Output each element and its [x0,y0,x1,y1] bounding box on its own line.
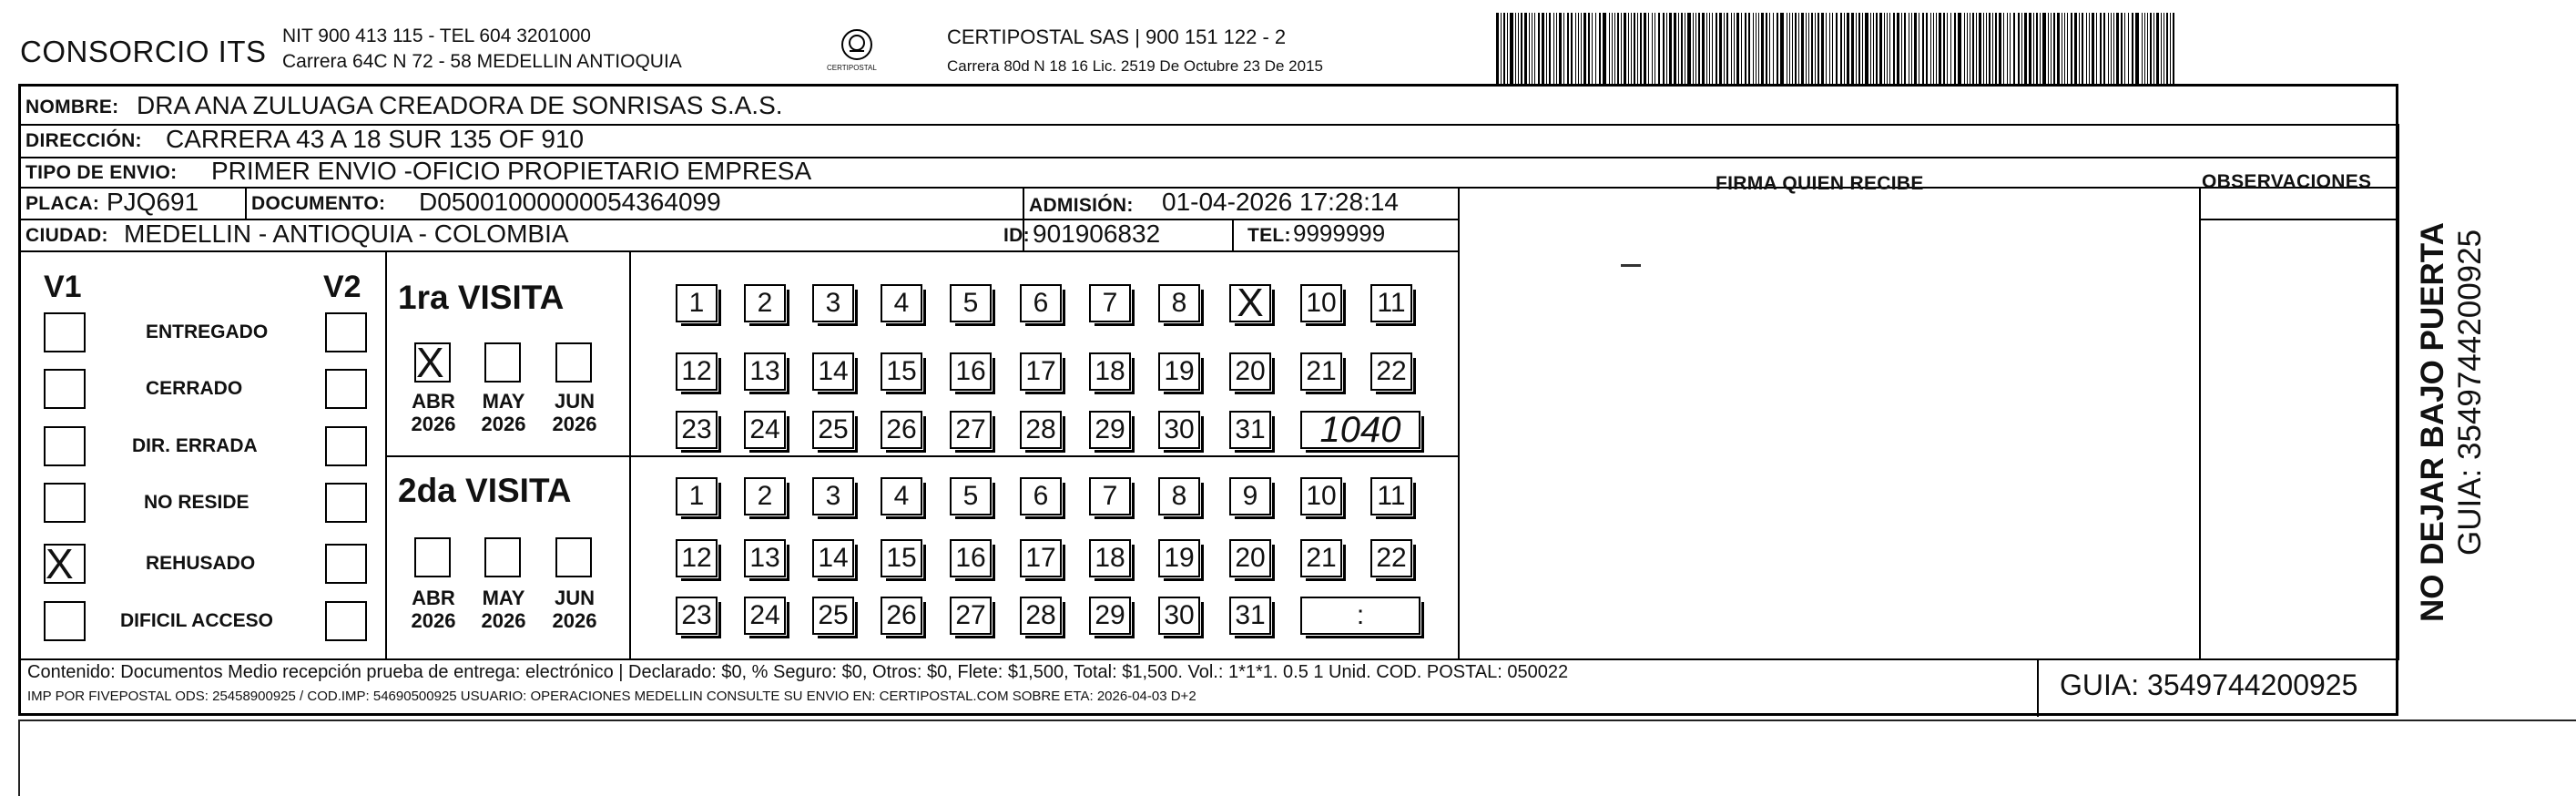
status-v2-checkbox[interactable] [325,483,367,523]
visita1-day-25[interactable]: 25 [812,411,854,449]
visita2-day-10[interactable]: 10 [1300,477,1342,515]
month-label: MAY 2026 [481,587,526,632]
visita2-day-4[interactable]: 4 [881,477,922,515]
visita2-day-30[interactable]: 30 [1158,597,1200,635]
direccion-value: CARRERA 43 A 18 SUR 135 OF 910 [166,125,585,153]
documento-value: D05001000000054364099 [419,188,721,216]
visita2-day-2[interactable]: 2 [744,477,786,515]
firma-label: FIRMA QUIEN RECIBE [1716,173,1924,194]
visita2-day-29[interactable]: 29 [1089,597,1131,635]
visita1-day-28[interactable]: 28 [1020,411,1062,449]
status-v1-checkbox[interactable] [44,369,86,409]
visita2-day-8[interactable]: 8 [1158,477,1200,515]
visita1-day-9[interactable]: X [1229,284,1271,322]
visita2-day-5[interactable]: 5 [950,477,992,515]
brand-name: CONSORCIO ITS [20,35,267,68]
status-label: CERRADO [146,378,243,399]
visita1-day-1[interactable]: 1 [676,284,718,322]
visita2-day-26[interactable]: 26 [881,597,922,635]
month-label: ABR 2026 [411,390,456,435]
visita2-day-28[interactable]: 28 [1020,597,1062,635]
month-checkbox-may[interactable] [484,342,521,383]
checkmark-x: X [46,540,74,587]
status-v1-checkbox[interactable] [44,601,86,641]
visita1-day-27[interactable]: 27 [950,411,992,449]
page-edge [18,719,2576,721]
visita2-day-7[interactable]: 7 [1089,477,1131,515]
visita1-day-24[interactable]: 24 [744,411,786,449]
footer-guia: GUIA: 3549744200925 [2060,668,2358,701]
status-v2-checkbox[interactable] [325,544,367,584]
visita1-day-4[interactable]: 4 [881,284,922,322]
admision-label: ADMISIÓN: [1029,195,1134,216]
visita1-day-21[interactable]: 21 [1300,352,1342,391]
visita1-day-3[interactable]: 3 [812,284,854,322]
v2-label: V2 [323,270,361,304]
ciudad-label: CIUDAD: [25,225,108,246]
visita1-day-26[interactable]: 26 [881,411,922,449]
visita2-time-box[interactable]: : [1300,597,1420,635]
month-checkbox-jun[interactable] [555,342,592,383]
certipostal-logo [836,24,878,66]
checkmark-x: X [416,339,444,386]
visita2-day-1[interactable]: 1 [676,477,718,515]
placa-label: PLACA: [25,193,100,214]
company-info [282,24,682,75]
visita2-day-22[interactable]: 22 [1370,539,1412,577]
tel-value: 9999999 [1293,219,1386,247]
page-edge-left [18,719,20,796]
tipo-envio-label: TIPO DE ENVIO: [25,162,178,183]
visita2-day-13[interactable]: 13 [744,539,786,577]
month-label: JUN 2026 [552,587,597,632]
visita2-day-21[interactable]: 21 [1300,539,1342,577]
footer-imp: IMP POR FIVEPOSTAL ODS: 25458900925 / COD.IMP: 54690500925 USUARIO: OPERACIONES MEDELLIN CONSULTE SU ENVIO EN: CERTIPOSTAL.COM SOBRE ETA: 2026-04-03 D+2 [27,689,1196,704]
visita2-title: 2da VISITA [398,472,572,509]
signature-mark [1621,264,1641,267]
visita1-day-2[interactable]: 2 [744,284,786,322]
visita1-day-16[interactable]: 16 [950,352,992,391]
visita1-day-30[interactable]: 30 [1158,411,1200,449]
visita1-day-31[interactable]: 31 [1229,411,1271,449]
id-value: 901906832 [1033,219,1161,248]
status-v1-checkbox[interactable] [44,483,86,523]
visita1-day-12[interactable]: 12 [676,352,718,391]
visita2-day-9[interactable]: 9 [1229,477,1271,515]
status-label: ENTREGADO [146,321,269,342]
status-v2-checkbox[interactable] [325,601,367,641]
visita1-title: 1ra VISITA [398,279,565,316]
nit-line: NIT 900 413 115 - TEL 604 3201000 [282,26,591,46]
visita2-day-6[interactable]: 6 [1020,477,1062,515]
cert-license: Carrera 80d N 18 16 Lic. 2519 De Octubre 23 De 2015 [947,57,1323,75]
visita1-day-17[interactable]: 17 [1020,352,1062,391]
status-label: REHUSADO [146,553,256,574]
visita2-day-19[interactable]: 19 [1158,539,1200,577]
ciudad-value: MEDELLIN - ANTIOQUIA - COLOMBIA [124,219,569,248]
visita1-day-20[interactable]: 20 [1229,352,1271,391]
side-guia: GUIA: 3549744200925 [2452,229,2488,556]
status-v1-checkbox[interactable] [44,426,86,466]
visita1-day-10[interactable]: 10 [1300,284,1342,322]
documento-label: DOCUMENTO: [251,193,386,214]
visita2-day-15[interactable]: 15 [881,539,922,577]
month-checkbox-jun[interactable] [555,537,592,577]
visita1-day-5[interactable]: 5 [950,284,992,322]
visita2-day-25[interactable]: 25 [812,597,854,635]
status-v2-checkbox[interactable] [325,426,367,466]
tel-label: TEL: [1247,225,1291,246]
month-label: MAY 2026 [481,390,526,435]
visita1-time-box[interactable]: 1040 [1300,411,1420,449]
nombre-value: DRA ANA ZULUAGA CREADORA DE SONRISAS S.A.S. [137,91,783,119]
status-label: DIR. ERRADA [132,435,258,456]
visita2-day-12[interactable]: 12 [676,539,718,577]
visita1-day-29[interactable]: 29 [1089,411,1131,449]
visita2-day-31[interactable]: 31 [1229,597,1271,635]
status-label: NO RESIDE [144,492,249,513]
visita1-day-7[interactable]: 7 [1089,284,1131,322]
observaciones-label: OBSERVACIONES [2202,171,2372,192]
visita2-day-27[interactable]: 27 [950,597,992,635]
visita1-day-19[interactable]: 19 [1158,352,1200,391]
id-label: ID: [1003,225,1030,246]
no-dejar-bajo-puerta: NO DEJAR BAJO PUERTA [2415,222,2450,622]
status-label: DIFICIL ACCESO [120,610,274,631]
footer-contenido: Contenido: Documentos Medio recepción prueba de entrega: electrónico | Declarado: $0, % Seguro: $0, Otros: $0, Flete: $1,500, Total: $1,500. Vol.: 1*1*1. 0.5 1 Unid. COD. POSTAL: 050022 [27,662,1569,682]
v1-label: V1 [44,270,82,304]
visita2-day-14[interactable]: 14 [812,539,854,577]
barcode [1496,13,2176,85]
visita2-day-11[interactable]: 11 [1370,477,1412,515]
visita1-day-23[interactable]: 23 [676,411,718,449]
visita1-day-6[interactable]: 6 [1020,284,1062,322]
visita1-day-8[interactable]: 8 [1158,284,1200,322]
month-label: JUN 2026 [552,390,597,435]
visita1-day-13[interactable]: 13 [744,352,786,391]
month-checkbox-abr[interactable] [414,537,451,577]
status-v1-checkbox[interactable] [44,312,86,352]
month-checkbox-may[interactable] [484,537,521,577]
visita1-day-11[interactable]: 11 [1370,284,1412,322]
visita2-day-16[interactable]: 16 [950,539,992,577]
visita2-day-17[interactable]: 17 [1020,539,1062,577]
visita2-day-18[interactable]: 18 [1089,539,1131,577]
status-v2-checkbox[interactable] [325,369,367,409]
visita2-day-3[interactable]: 3 [812,477,854,515]
status-v2-checkbox[interactable] [325,312,367,352]
nombre-label: NOMBRE: [25,97,119,117]
logo-caption: CERTIPOSTAL [827,64,877,72]
month-label: ABR 2026 [411,587,456,632]
placa-value: PJQ691 [107,188,199,216]
tipo-envio-value: PRIMER ENVIO -OFICIO PROPIETARIO EMPRESA [211,157,812,185]
direccion-label: DIRECCIÓN: [25,130,142,151]
cert-line: CERTIPOSTAL SAS | 900 151 122 - 2 [947,26,1287,48]
visita1-day-14[interactable]: 14 [812,352,854,391]
admision-value: 01-04-2026 17:28:14 [1162,188,1399,216]
visita2-day-23[interactable]: 23 [676,597,718,635]
visita1-day-15[interactable]: 15 [881,352,922,391]
visita1-day-22[interactable]: 22 [1370,352,1412,391]
visita1-day-18[interactable]: 18 [1089,352,1131,391]
visita2-day-24[interactable]: 24 [744,597,786,635]
address-line: Carrera 64C N 72 - 58 MEDELLIN ANTIOQUIA [282,51,682,72]
visita2-day-20[interactable]: 20 [1229,539,1271,577]
